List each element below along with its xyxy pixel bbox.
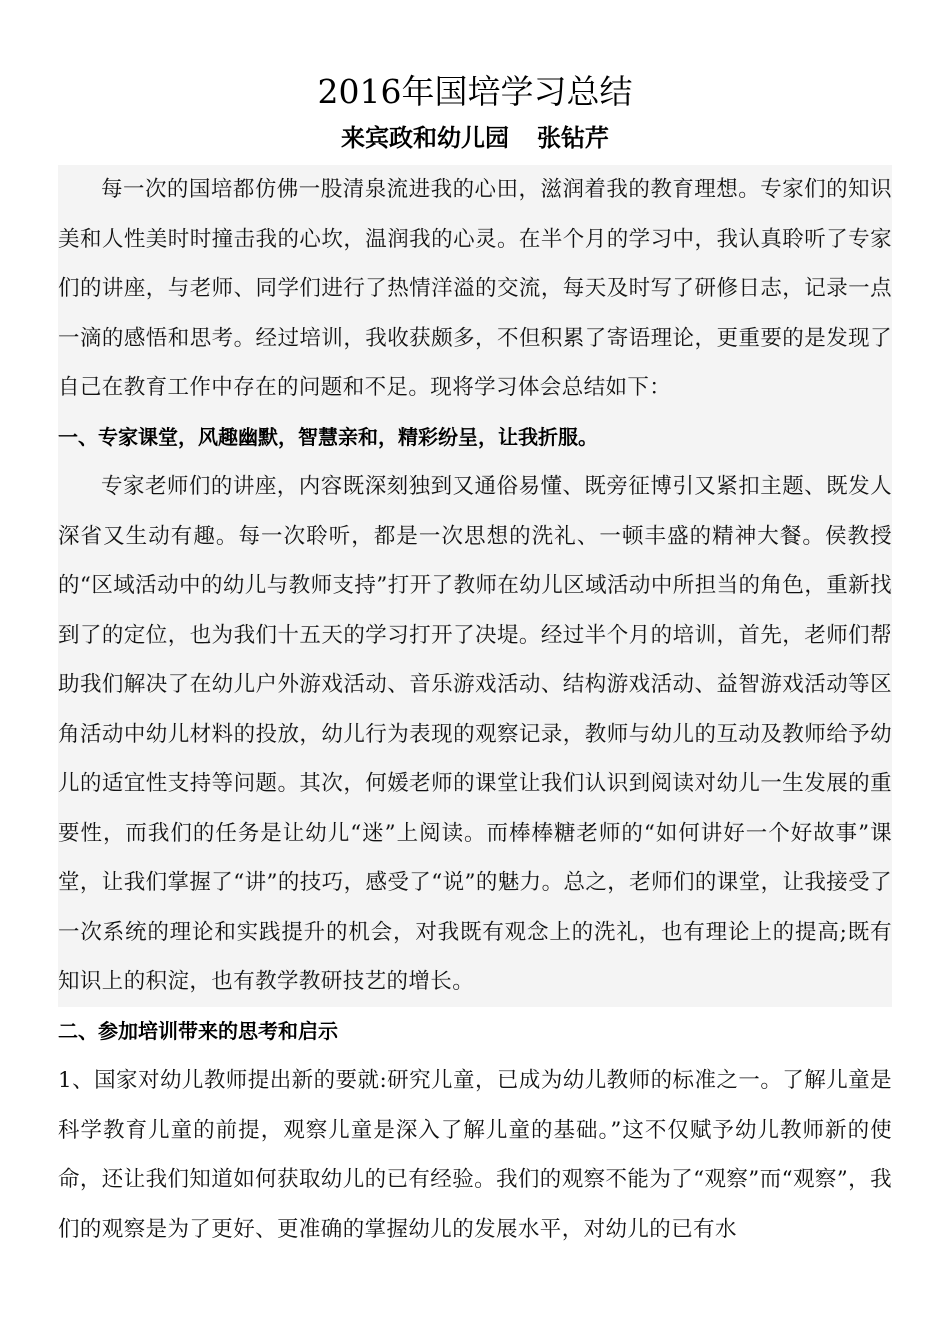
intro-paragraph: 每一次的国培都仿佛一股清泉流进我的心田，滋润着我的教育理想。专家们的知识美和人性美时时撞击我的心坎，温润我的心灵。在半个月的学习中，我认真聆听了专家们的讲座，与老师、同学们进行了热情洋溢的交流，每天及时写了研修日志，记录一点一滴的感悟和思考。经过培训，我收获颇多，不但积累了寄语理论，更重要的是发现了自己在教育工作中存在的问题和不足。现将学习体会总结如下： (58, 165, 892, 413)
document-title: 2016年国培学习总结 (317, 72, 633, 111)
document-body (58, 165, 892, 1254)
author-name: 张钻芹 (537, 123, 609, 152)
section-1-heading: 一、专家课堂，风趣幽默，智慧亲和，精彩纷呈，让我折服。 (58, 413, 892, 463)
section-2-paragraph: 1、国家对幼儿教师提出新的要就:研究儿童，已成为幼儿教师的标准之一。了解儿童是科学教育儿童的前提，观察儿童是深入了解儿童的基础。”这不仅赋予幼儿教师新的使命，还让我们知道如何获取幼儿的已有经验。我们的观察不能为了“观察”而“观察”，我们的观察是为了更好、更准确的掌握幼儿的发展水平，对幼儿的已有水 (58, 1068, 892, 1242)
section-1-paragraph: 专家老师们的讲座，内容既深刻独到又通俗易懂、既旁征博引又紧扣主题、既发人深省又生动有趣。每一次聆听，都是一次思想的洗礼、一顿丰盛的精神大餐。侯教授的“区域活动中的幼儿与教师支持”打开了教师在幼儿区域活动中所担当的角色，重新找到了的定位，也为我们十五天的学习打开了决堤。经过半个月的培训，首先，老师们帮助我们解决了在幼儿户外游戏活动、音乐游戏活动、结构游戏活动、益智游戏活动等区角活动中幼儿材料的投放，幼儿行为表现的观察记录，教师与幼儿的互动及教师给予幼儿的适宜性支持等问题。其次，何媛老师的课堂让我们认识到阅读对幼儿一生发展的重要性，而我们的任务是让幼儿“迷”上阅读。而棒棒糖老师的“如何讲好一个好故事”课堂，让我们掌握了“讲”的技巧，感受了“说”的魅力。总之，老师们的课堂，让我接受了一次系统的理论和实践提升的机会，对我既有观念上的洗礼，也有理论上的提高;既有知识上的积淀，也有教学教研技艺的增长。 (58, 462, 892, 1007)
author-organization: 来宾政和幼儿园 (341, 123, 509, 152)
section-2-heading: 二、参加培训带来的思考和启示 (58, 1018, 338, 1043)
document-byline (0, 120, 950, 156)
